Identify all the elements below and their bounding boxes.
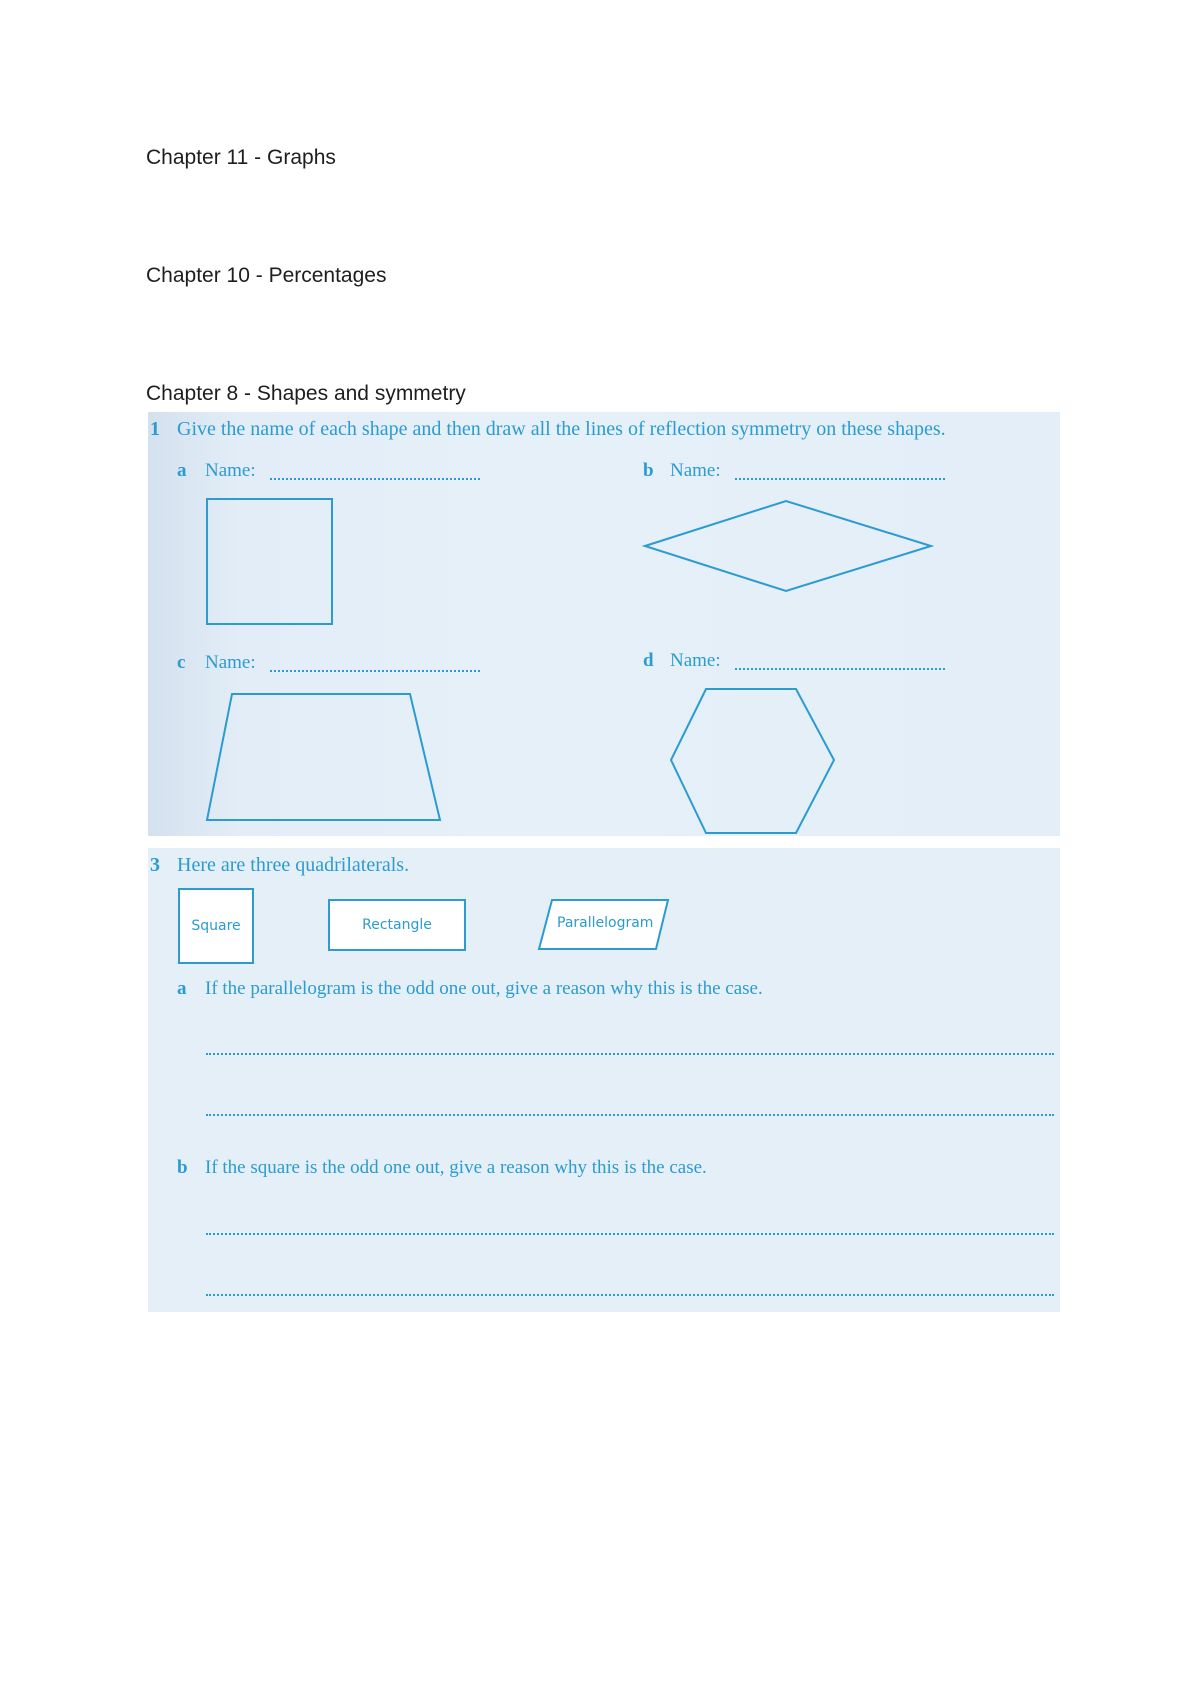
part-a-name-label: Name: bbox=[205, 460, 256, 481]
trapezium-icon bbox=[206, 692, 446, 824]
part-3b-answer-line-1[interactable] bbox=[206, 1233, 1054, 1235]
question-3-text: Here are three quadrilaterals. bbox=[177, 854, 410, 876]
square-icon bbox=[206, 498, 336, 628]
part-c-name-answer-line[interactable] bbox=[270, 670, 480, 672]
part-b-name-label: Name: bbox=[670, 460, 721, 481]
part-3a-answer-line-1[interactable] bbox=[206, 1053, 1054, 1055]
rhombus-icon bbox=[644, 500, 934, 595]
question-3-number: 3 bbox=[150, 854, 160, 876]
heading-chapter-11: Chapter 11 - Graphs bbox=[146, 146, 336, 169]
part-d-name-answer-line[interactable] bbox=[735, 668, 945, 670]
part-3b-text: If the square is the odd one out, give a reason why this is the case. bbox=[205, 1157, 707, 1178]
part-3a-text: If the parallelogram is the odd one out, give a reason why this is the case. bbox=[205, 978, 763, 999]
question-1-number: 1 bbox=[150, 418, 160, 440]
question-1-text: Give the name of each shape and then draw all the lines of reflection symmetry on these shapes. bbox=[177, 418, 946, 440]
parallelogram-label: Parallelogram bbox=[557, 915, 654, 931]
hexagon-icon bbox=[670, 688, 836, 836]
part-3b-letter: b bbox=[177, 1157, 188, 1178]
part-c-name-label: Name: bbox=[205, 652, 256, 673]
square-box: Square bbox=[178, 888, 254, 964]
part-a-letter: a bbox=[177, 460, 187, 481]
part-3a-letter: a bbox=[177, 978, 187, 999]
part-3b-answer-line-2[interactable] bbox=[206, 1294, 1054, 1296]
part-3a-answer-line-2[interactable] bbox=[206, 1114, 1054, 1116]
part-d-letter: d bbox=[643, 650, 654, 671]
rectangle-box: Rectangle bbox=[328, 899, 466, 951]
part-a-name-answer-line[interactable] bbox=[270, 478, 480, 480]
heading-chapter-10: Chapter 10 - Percentages bbox=[146, 264, 387, 287]
question-1-panel bbox=[148, 412, 1060, 836]
part-c-letter: c bbox=[177, 652, 186, 673]
part-b-letter: b bbox=[643, 460, 654, 481]
question-3-panel bbox=[148, 848, 1060, 1312]
heading-chapter-8: Chapter 8 - Shapes and symmetry bbox=[146, 382, 466, 405]
part-d-name-label: Name: bbox=[670, 650, 721, 671]
part-b-name-answer-line[interactable] bbox=[735, 478, 945, 480]
